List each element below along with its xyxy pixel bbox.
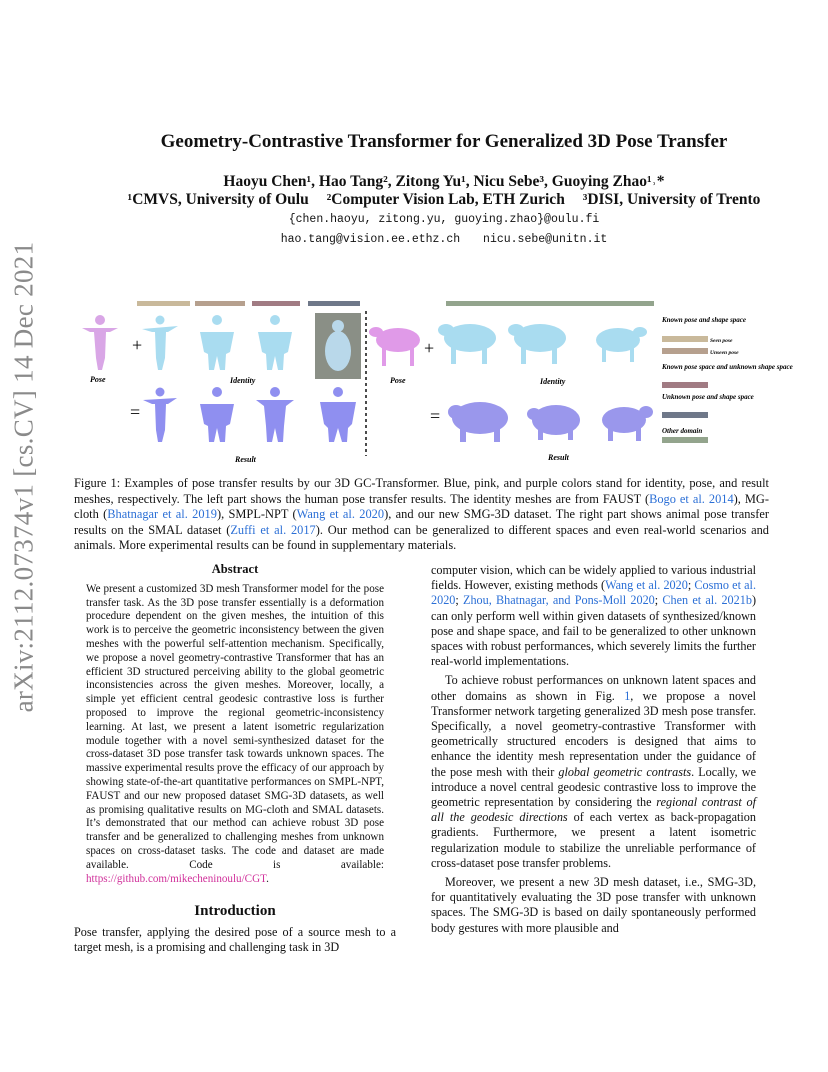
paper-title: Geometry-Contrastive Transformer for Generalized 3D Pose Transfer [160,131,728,152]
right-column [431,563,756,940]
pose-human-mesh [82,315,118,370]
label-pose-right: Pose [390,376,406,385]
legend-known-pose-unknown-shape: Known pose space and unknown shape space [662,363,793,371]
equals-sign-right: = [430,406,441,426]
figure-1-caption: Figure 1: Examples of pose transfer results by our 3D GC-Transformer. Blue, pink, and purple colors stand for identity, pose, and result meshes, respectively. The left part shows the human pose transfer results. The identity meshes are from FAUST (Bogo et al. 2014), MG-cloth (Bhatnagar et al. 2019), SMPL-NPT (Wang et al. 2020), and our new SMG-3D dataset. The right part shows animal pose transfer results on the SMAL dataset (Zuffi et al. 2017). Our method can be generalized to different spaces and even real-world scenarios and animals. More experimental results can be found in supplementary materials. [74,476,770,553]
affiliations [70,191,818,209]
pose-animal-mesh [369,327,420,366]
identity-human-meshes [142,315,292,370]
citation-link[interactable]: Bhatnagar et al. 2019 [107,507,217,522]
code-link[interactable]: https://github.com/mikecheninoulu/CGT [86,872,267,885]
abstract-section [86,563,384,886]
plus-sign-left: + [132,335,143,355]
citation-link[interactable]: Cosmo et al. 2020 [431,578,756,608]
citation-link[interactable]: Wang et al. 2020 [296,507,385,522]
result-human-meshes [143,387,356,442]
label-identity-right: Identity [540,377,566,386]
email-sebe: nicu.sebe@unitn.it [483,233,608,246]
introduction-paragraph: Pose transfer, applying the desired pose of a source mesh to a target mesh, is a promising and challenging task in 3D [74,925,396,955]
top-bars [137,301,654,306]
equals-sign-left: = [130,402,141,422]
figure-legend [661,316,793,443]
arxiv-stamp: arXiv:2112.07374v1 [cs.CV] 14 Dec 2021 [8,241,39,713]
label-result-left: Result [235,455,256,464]
legend-other-domain: Other domain [662,427,703,435]
legend-seen-pose: Seen pose [710,338,733,344]
label-result-right: Result [548,453,569,462]
abstract-heading: Abstract [211,562,259,576]
affiliation-1: ¹CMVS, University of Oulu [127,191,309,208]
citation-link[interactable]: Zhou, Bhatnagar, and Pons-Moll 2020 [463,593,655,608]
result-animal-meshes [448,402,653,442]
affiliation-3: ³DISI, University of Trento [582,191,761,208]
label-identity-left: Identity [230,376,256,385]
identity-animal-meshes [438,324,647,364]
paragraph: computer vision, which can be widely applied to various industrial fields. However, existing methods (Wang et al. 2020; Cosmo et al. 2020; Zhou, Bhatnagar, and Pons-Moll 2020; Chen et al. 2021b) can only perform well within given datasets of synthesized/known pose and shape space, and fail to be generalized to other unknown spaces with robust performances, which severely limits the further real-world implementations. [431,563,756,669]
paragraph: Moreover, we present a new 3D mesh dataset, i.e., SMG-3D, for quantitatively evaluating the 3D pose transfer with unknown spaces. The SMG-3D is based on daily spontaneously performed body gestures with more plausible and [431,875,756,935]
figure-ref-link[interactable]: 1 [624,688,631,703]
legend-unseen-pose: Unseen pose [710,350,739,356]
citation-link[interactable]: Chen et al. 2021b [662,593,752,608]
email-line-1: {chen.haoyu, zitong.yu, guoying.zhao}@oulu.fi [288,213,600,226]
figure-1 [80,296,793,468]
plus-sign-right: + [424,338,435,358]
citation-link[interactable]: Bogo et al. 2014 [649,491,734,506]
citation-link[interactable]: Wang et al. 2020 [605,578,688,593]
author-list: Haoyu Chen¹, Hao Tang², Zitong Yu¹, Nicu Sebe³, Guoying Zhao¹˒* [223,173,665,190]
paragraph: To achieve robust performances on unknown latent spaces and other domains as shown in Fig. 1, we propose a novel Transformer network targeting generalized 3D mesh pose transfer. Specifically, a novel geometry-contrastive Transformer with geometrically structured encoders is designed that aims to enhance the identity mesh representation under the guidance of the pose mesh with their global geometric contrasts. Locally, we introduce a novel central geodesic contrastive loss to improve the geometric representation by considering the regional contrast of all the geodesic directions of each vertex as back-propagation gradients. Furthermore, we present a latent isometric regularization module to stabilize the unreliable performance of cross-dataset pose transfer problems. [431,673,756,870]
affiliation-2: ²Computer Vision Lab, ETH Zurich [326,191,565,208]
citation-link[interactable]: Zuffi et al. 2017 [230,522,316,537]
email-tang: hao.tang@vision.ee.ethz.ch [280,233,461,246]
label-pose-left: Pose [90,375,106,384]
legend-known-pose-shape: Known pose and shape space [662,316,747,324]
legend-unknown-pose-shape: Unknown pose and shape space [662,393,754,401]
email-line-2 [70,233,818,246]
introduction-heading: Introduction [194,903,276,919]
abstract-body: We present a customized 3D mesh Transformer model for the pose transfer task. As the 3D pose transfer essentially is a deformation procedure dependent on the given meshes, the intuition of this work is to perceive the geometric inconsistency between the given meshes with the powerful self-attention mechanism. Specifically, we propose a novel geometry-contrastive Transformer that has an efficient 3D structured perceiving ability to the global geometric inconsistencies across the given meshes. Moreover, locally, a simple yet efficient central geodesic contrastive loss is further proposed to improve the regional geometric-inconsistency learning. At last, we present a latent isometric regularization module together with a novel semi-synthesized dataset for the cross-dataset 3D pose transfer task towards unknown spaces. The massive experimental results prove the efficacy of our approach by showing state-of-the-art quantitative performances on SMPL-NPT, FAUST and our new proposed dataset SMG-3D datasets, as well as promising qualitative results on MG-cloth and SMAL datasets. It’s demonstrated that our method can achieve robust 3D pose transfer and be generalized to challenging meshes from unknown spaces on cross-dataset tasks. The code and dataset are made available. Code is available: https://github.com/mikecheninoulu/CGT. [86,582,384,885]
